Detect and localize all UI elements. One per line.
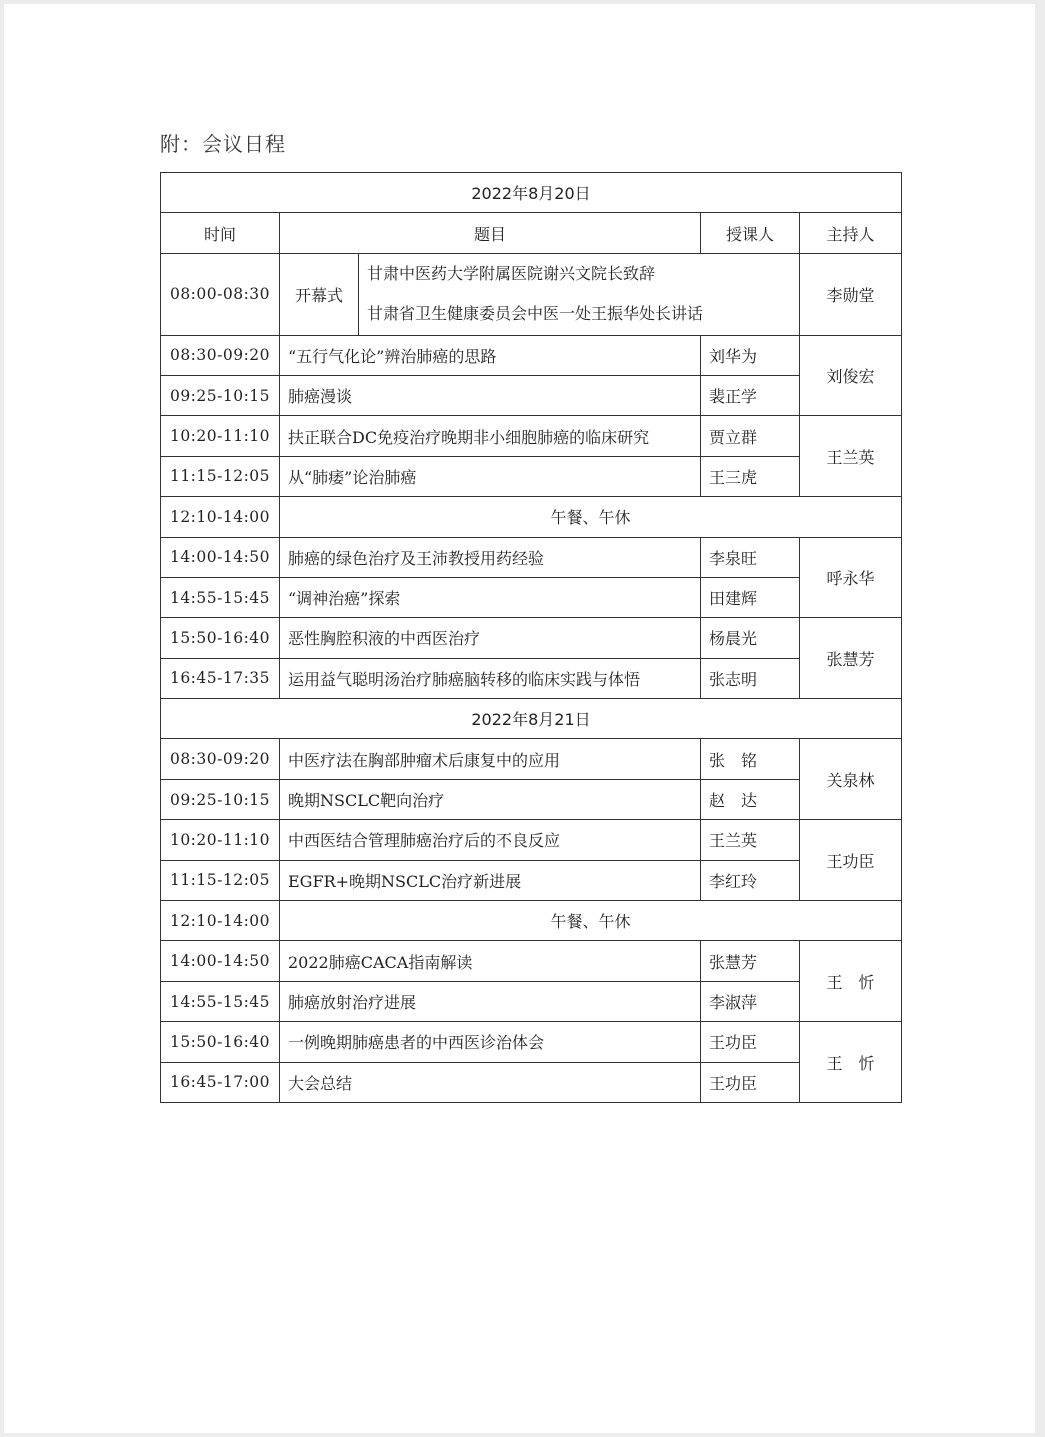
topic-cell: 大会总结 [280, 1062, 701, 1102]
header-row [161, 213, 902, 253]
schedule-table [160, 172, 902, 1103]
topic-cell: EGFR+晚期NSCLC治疗新进展 [280, 860, 701, 900]
header-speaker: 授课人 [701, 213, 800, 253]
table-row [161, 1062, 902, 1102]
time-cell: 14:55-15:45 [161, 981, 280, 1021]
opening-line: 甘肃省卫生健康委员会中医一处王振华处长讲话 [367, 304, 704, 324]
time-cell: 10:20-11:10 [161, 416, 280, 456]
speaker-cell: 张 铭 [701, 739, 800, 779]
speaker-cell: 李淑萍 [701, 981, 800, 1021]
date-row [161, 173, 902, 213]
speaker-cell: 王三虎 [701, 456, 800, 496]
time-cell: 11:15-12:05 [161, 456, 280, 496]
table-row [161, 981, 902, 1021]
date-row [161, 699, 902, 739]
table-row [161, 253, 902, 335]
time-cell: 12:10-14:00 [161, 497, 280, 537]
speaker-cell: 李泉旺 [701, 537, 800, 577]
topic-cell: 肺癌放射治疗进展 [280, 981, 701, 1021]
break-cell: 午餐、午休 [280, 497, 902, 537]
table-row [161, 456, 902, 496]
host-cell: 王功臣 [800, 820, 902, 901]
time-cell: 11:15-12:05 [161, 860, 280, 900]
speaker-cell: 赵 达 [701, 779, 800, 819]
time-cell: 14:55-15:45 [161, 577, 280, 617]
header-host: 主持人 [800, 213, 902, 253]
speaker-cell: 张志明 [701, 658, 800, 698]
topic-cell: 扶正联合DC免疫治疗晚期非小细胞肺癌的临床研究 [280, 416, 701, 456]
topic-cell: 运用益气聪明汤治疗肺癌脑转移的临床实践与体悟 [280, 658, 701, 698]
topic-cell: “调神治癌”探索 [280, 577, 701, 617]
header-time: 时间 [161, 213, 280, 253]
time-cell: 12:10-14:00 [161, 901, 280, 941]
table-row [161, 537, 902, 577]
speaker-cell: 王功臣 [701, 1022, 800, 1062]
time-cell: 14:00-14:50 [161, 537, 280, 577]
table-row [161, 941, 902, 981]
speaker-cell: 王功臣 [701, 1062, 800, 1102]
table-row [161, 1022, 902, 1062]
host-cell: 呼永华 [800, 537, 902, 618]
table-row [161, 577, 902, 617]
time-cell: 09:25-10:15 [161, 779, 280, 819]
topic-cell: 中医疗法在胸部肿瘤术后康复中的应用 [280, 739, 701, 779]
time-cell: 16:45-17:00 [161, 1062, 280, 1102]
time-cell: 08:00-08:30 [161, 253, 280, 335]
topic-cell: 2022肺癌CACA指南解读 [280, 941, 701, 981]
topic-cell: 中西医结合管理肺癌治疗后的不良反应 [280, 820, 701, 860]
date-label: 2022年8月21日 [161, 699, 902, 739]
host-cell: 刘俊宏 [800, 335, 902, 416]
speaker-cell: 张慧芳 [701, 941, 800, 981]
speaker-cell: 裴正学 [701, 375, 800, 415]
topic-cell: “五行气化论”辨治肺癌的思路 [280, 335, 701, 375]
time-cell: 15:50-16:40 [161, 1022, 280, 1062]
table-row [161, 375, 902, 415]
topic-cell: 晚期NSCLC靶向治疗 [280, 779, 701, 819]
table-row [161, 820, 902, 860]
host-cell: 张慧芳 [800, 618, 902, 699]
opening-topics [359, 253, 800, 335]
speaker-cell: 贾立群 [701, 416, 800, 456]
table-row [161, 860, 902, 900]
break-row [161, 497, 902, 537]
header-topic: 题目 [280, 213, 701, 253]
time-cell: 09:25-10:15 [161, 375, 280, 415]
table-row [161, 779, 902, 819]
host-cell: 关泉林 [800, 739, 902, 820]
table-row [161, 739, 902, 779]
time-cell: 10:20-11:10 [161, 820, 280, 860]
table-row [161, 618, 902, 658]
topic-cell: 恶性胸腔积液的中西医治疗 [280, 618, 701, 658]
break-cell: 午餐、午休 [280, 901, 902, 941]
time-cell: 16:45-17:35 [161, 658, 280, 698]
host-cell: 王兰英 [800, 416, 902, 497]
table-row [161, 416, 902, 456]
time-cell: 08:30-09:20 [161, 335, 280, 375]
host-cell: 王 忻 [800, 941, 902, 1022]
topic-cell: 一例晚期肺癌患者的中西医诊治体会 [280, 1022, 701, 1062]
table-row [161, 658, 902, 698]
host-cell: 李勋堂 [800, 253, 902, 335]
speaker-cell: 田建辉 [701, 577, 800, 617]
time-cell: 15:50-16:40 [161, 618, 280, 658]
date-label: 2022年8月20日 [161, 173, 902, 213]
speaker-cell: 李红玲 [701, 860, 800, 900]
document-heading: 附：会议日程 [160, 132, 286, 156]
break-row [161, 901, 902, 941]
category-cell: 开幕式 [280, 253, 359, 335]
time-cell: 08:30-09:20 [161, 739, 280, 779]
topic-cell: 肺癌的绿色治疗及王沛教授用药经验 [280, 537, 701, 577]
speaker-cell: 王兰英 [701, 820, 800, 860]
speaker-cell: 杨晨光 [701, 618, 800, 658]
topic-cell: 从“肺痿”论治肺癌 [280, 456, 701, 496]
speaker-cell: 刘华为 [701, 335, 800, 375]
table-row [161, 335, 902, 375]
opening-line: 甘肃中医药大学附属医院谢兴文院长致辞 [367, 263, 656, 283]
time-cell: 14:00-14:50 [161, 941, 280, 981]
host-cell: 王 忻 [800, 1022, 902, 1103]
topic-cell: 肺癌漫谈 [280, 375, 701, 415]
